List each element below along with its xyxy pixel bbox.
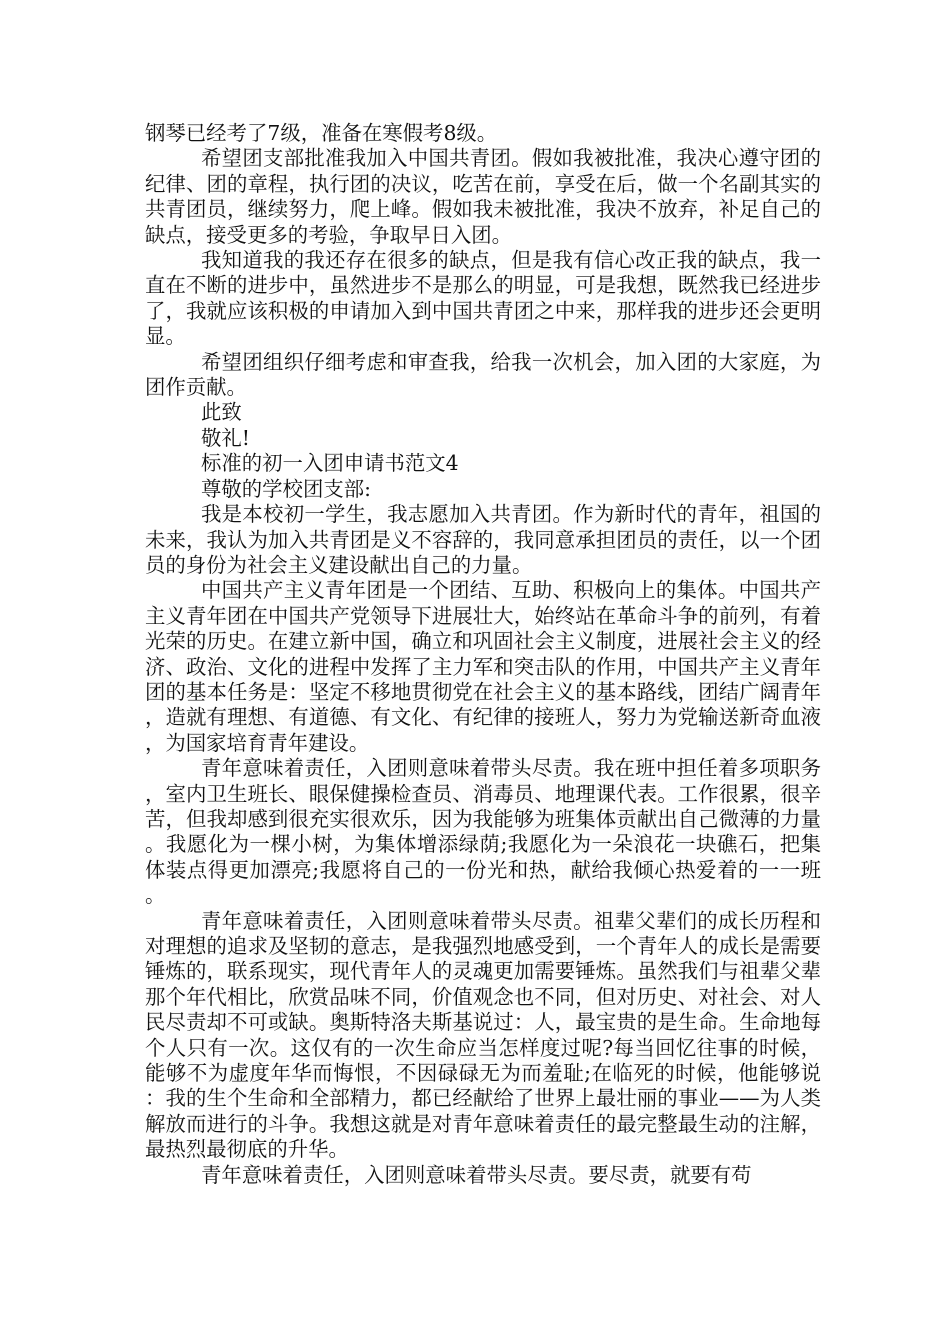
paragraph-2: 希望团支部批准我加入中国共青团。假如我被批准，我决心遵守团的纪律、团的章程，执行团的决议，吃苦在前，享受在后，做一个名副其实的共青团员，继续努力，爬上峰。假如我未被批准，我决不放弃，补足自己的缺点，接受更多的考验，争取早日入团。 xyxy=(145,146,821,247)
paragraph-5: 我是本校初一学生，我志愿加入共青团。作为新时代的青年，祖国的未来，我认为加入共青团是义不容辞的，我同意承担团员的责任，以一个团员的身份为社会主义建设献出自己的力量。 xyxy=(145,502,821,577)
paragraph-4: 希望团组织仔细考虑和审查我，给我一次机会，加入团的大家庭，为团作贡献。 xyxy=(145,349,821,400)
paragraph-3: 我知道我的我还存在很多的缺点，但是我有信心改正我的缺点，我一直在不断的进步中，虽然进步不是那么的明显，可是我想，既然我已经进步了，我就应该积极的申请加入到中国共青团之中来，那样我的进步还会更明显。 xyxy=(145,248,821,349)
paragraph-7: 青年意味着责任，入团则意味着带头尽责。我在班中担任着多项职务，室内卫生班长、眼保健操检查员、消毒员、地理课代表。工作很累，很辛苦，但我却感到很充实很欢乐，因为我能够为班集体贡献出自己微薄的力量。我愿化为一棵小树，为集体增添绿荫;我愿化为一朵浪花一块礁石，把集体装点得更加漂亮;我愿将自己的一份光和热，献给我倾心热爱着的一一班。 xyxy=(145,756,821,908)
addressee: 尊敬的学校团支部: xyxy=(201,476,371,501)
paragraph-9: 青年意味着责任，入团则意味着带头尽责。要尽责，就要有苟 xyxy=(201,1162,752,1187)
section-heading: 标准的初一入团申请书范文4 xyxy=(201,451,459,476)
salutation-jingli: 敬礼! xyxy=(201,425,250,450)
paragraph-6: 中国共产主义青年团是一个团结、互助、积极向上的集体。中国共产主义青年团在中国共产党领导下进展壮大，始终站在革命斗争的前列，有着光荣的历史。在建立新中国，确立和巩固社会主义制度，进展社会主义的经济、政治、文化的进程中发挥了主力军和突击队的作用，中国共产主义青年团的基本任务是：坚定不移地贯彻党在社会主义的基本路线，团结广阔青年，造就有理想、有道德、有文化、有纪律的接班人，努力为党输送新奇血液，为国家培育青年建设。 xyxy=(145,578,821,755)
salutation-cizhi: 此致 xyxy=(201,400,242,425)
paragraph-1: 钢琴已经考了7级，准备在寒假考8级。 xyxy=(145,121,498,145)
paragraph-8: 青年意味着责任，入团则意味着带头尽责。祖辈父辈们的成长历程和对理想的追求及坚韧的意志，是我强烈地感受到，一个青年人的成长是需要锤炼的，联系现实，现代青年人的灵魂更加需要锤炼。虽然我们与祖辈父辈那个年代相比，欣赏品味不同，价值观念也不同，但对历史、对社会、对人民尽责却不可或缺。奥斯特洛夫斯基说过：人，最宝贵的是生命。生命地每个人只有一次。这仅有的一次生命应当怎样度过呢?每当回忆往事的时候，能够不为虚度年华而悔恨，不因碌碌无为而羞耻;在临死的时候，他能够说：我的生个生命和全部精力，都已经献给了世界上最壮丽的事业——为人类解放而进行的斗争。我想这就是对青年意味着责任的最完整最生动的注解，最热烈最彻底的升华。 xyxy=(145,908,821,1162)
document-body xyxy=(145,121,821,1188)
